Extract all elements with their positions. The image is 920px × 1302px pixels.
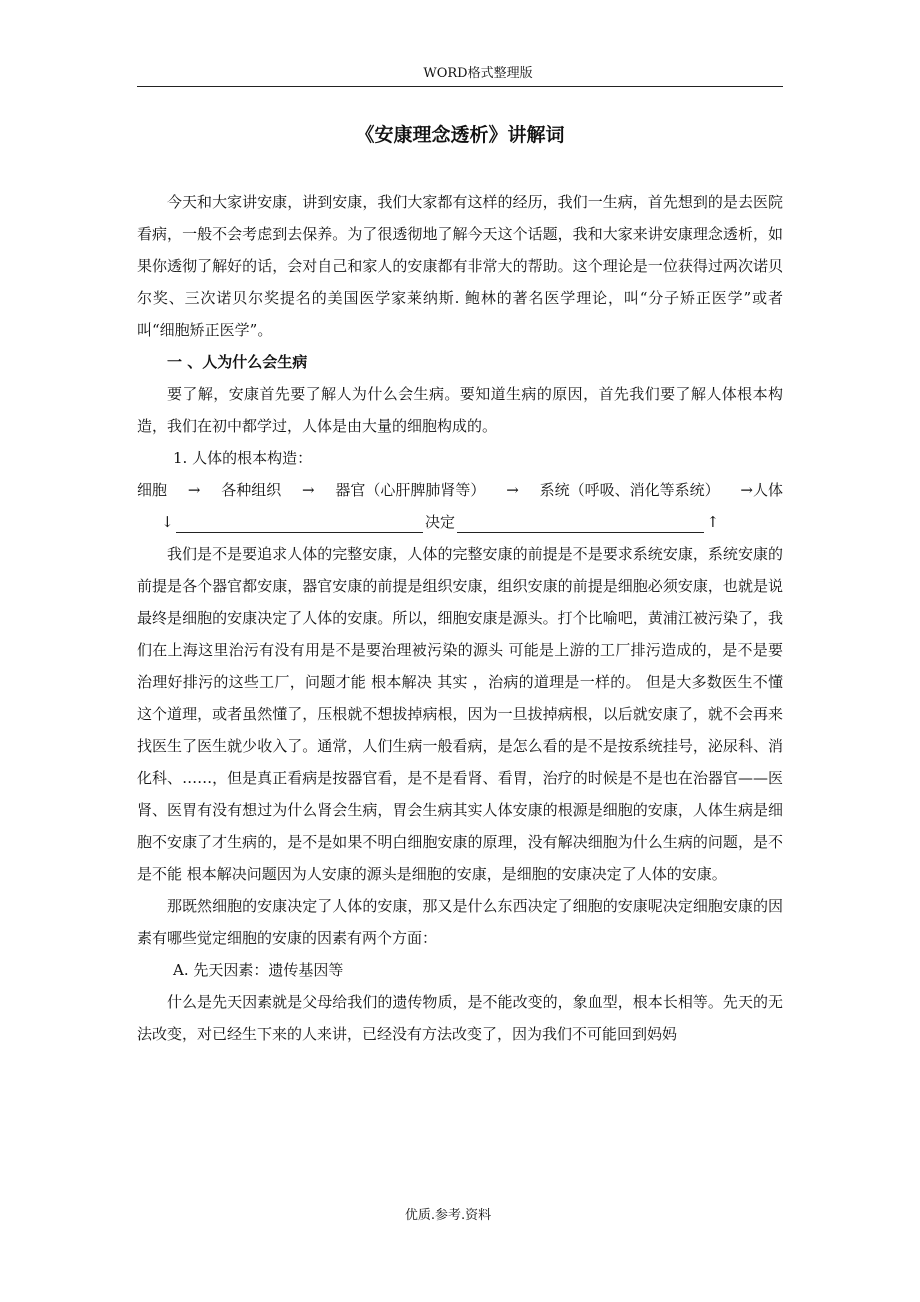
header-text: WORD格式整理版 (423, 66, 533, 81)
paragraph-innate: 什么是先天因素就是父母给我们的遗传物质，是不能改变的，象血型，根本长相等。先天的无法改变，对已经生下来的人来讲，已经没有方法改变了，因为我们不可能回到妈妈 (137, 993, 783, 1043)
decide-label: 决定 (425, 513, 456, 531)
flow-arrow: → (302, 481, 315, 499)
paragraph-factors: 那既然细胞的安康决定了人体的安康，那又是什么东西决定了细胞的安康呢决定细胞安康的因素有哪些觉定细胞的安康的因素有两个方面： (137, 897, 783, 947)
paragraph-why-sick: 要了解，安康首先要了解人为什么会生病。要知道生病的原因，首先我们要了解人体根本构造，我们在初中都学过，人体是由大量的细胞构成的。 (137, 385, 783, 435)
flow-cell: 细胞 (137, 481, 168, 499)
subheading-structure: 1. 人体的根本构造： (173, 449, 313, 467)
page-header (137, 66, 783, 87)
document-body (137, 186, 783, 1050)
flow-tissue: 各种组织 (221, 481, 282, 499)
structure-flow (137, 474, 783, 506)
flow-organ: 器官（心肝脾肺肾等） (335, 481, 486, 499)
flow-arrow: → (187, 481, 201, 499)
subheading-innate: A. 先天因素：遗传基因等 (173, 961, 344, 979)
document-title: 《安康理念透析》讲解词 (355, 124, 565, 146)
flow-body: →人体 (740, 481, 783, 499)
flow-system: 系统（呼吸、消化等系统） (539, 481, 720, 499)
page-footer (137, 1208, 783, 1224)
section-heading: 一 、人为什么会生病 (167, 353, 308, 371)
decide-line (137, 506, 783, 538)
underline-rule (176, 512, 423, 533)
flow-arrow: → (506, 481, 519, 499)
paragraph-intro: 今天和大家讲安康，讲到安康，我们大家都有这样的经历，我们一生病，首先想到的是去医院看病，一般不会考虑到去保养。为了很透彻地了解今天这个话题，我和大家来讲安康理念透析，如果你透彻了解好的话，会对自己和家人的安康都有非常大的帮助。这个理论是一位获得过两次诺贝尔奖、三次诺贝尔奖提名的美国医学家莱纳斯. 鲍林的著名医学理论，叫“分子矫正医学”或者叫“细胞矫正医学”。 (137, 193, 783, 339)
footer-text: 优质.参考.资料 (404, 1208, 492, 1223)
underline-rule (457, 512, 704, 533)
down-arrow-icon: ↓ (161, 513, 174, 531)
paragraph-cell-health: 我们是不是要追求人体的完整安康，人体的完整安康的前提是不是要求系统安康，系统安康的前提是各个器官都安康，器官安康的前提是组织安康，组织安康的前提是细胞必须安康，也就是说最终是细胞的安康决定了人体的安康。所以，细胞安康是源头。打个比喻吧，黄浦江被污染了，我们在上海这里治污有没有用是不是要治理被污染的源头 可能是上游的工厂排污造成的，是不是要治理好排污的这些工厂，问题才能 根本解决 其实 ，治病的道理是一样的。 但是大多数医生不懂这个道理，或者虽然懂了，压根就不想拔掉病根，因为一旦拔掉病根，以后就安康了，就不会再来找医生了医生就少收入了。通常，人们生病一般看病，是怎么看的是不是按系统挂号，泌尿科、消化科、……，但是真正看病是按器官看，是不是看肾、看胃，治疗的时候是不是也在治器官——医肾、医胃有没有想过为什么肾会生病，胃会生病其实人体安康的根源是细胞的安康，人体生病是细胞不安康了才生病的，是不是如果不明白细胞安康的原理，没有解决细胞为什么生病的问题，是不是不能 根本解决问题因为人安康的源头是细胞的安康，是细胞的安康决定了人体的安康。 (137, 545, 783, 883)
up-arrow-icon: ↑ (706, 513, 720, 531)
